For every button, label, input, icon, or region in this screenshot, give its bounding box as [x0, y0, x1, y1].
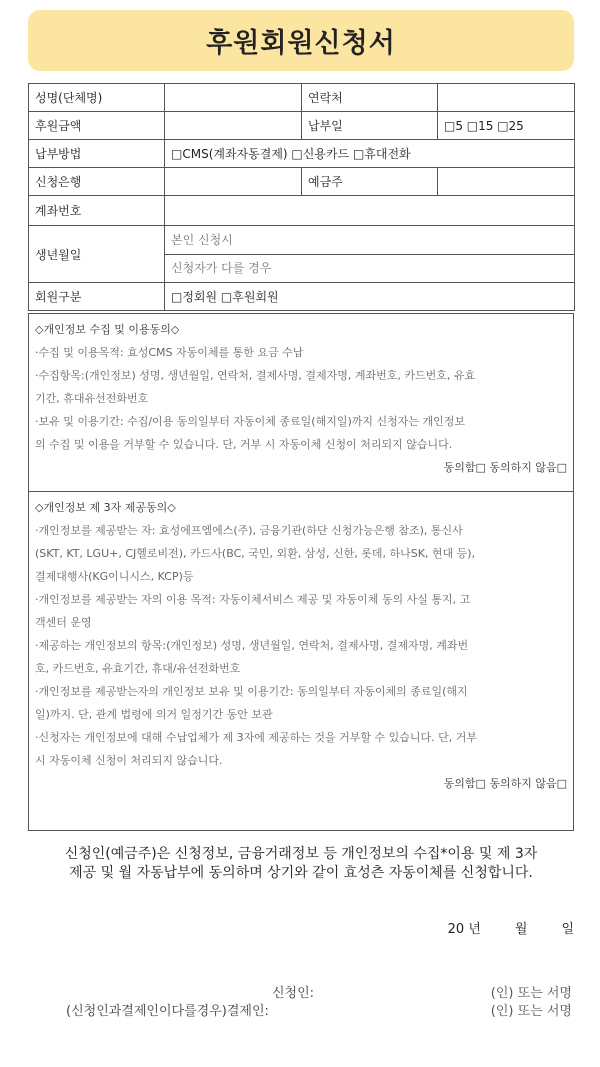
name-field[interactable]	[165, 84, 302, 112]
member-label: 회원구분	[29, 283, 165, 311]
privacy1-line: ·보유 및 이용기간: 수집/이용 동의일부터 자동이체 종료일(해지일)까지 신청자는 개인정보	[35, 415, 465, 428]
declaration-line: 신청인(예금주)은 신청정보, 금융거래정보 등 개인정보의 수집*이용 및 제 3자	[64, 846, 538, 862]
row-method	[29, 140, 575, 168]
date-month[interactable]: 월	[514, 922, 528, 937]
member-options[interactable]: □정회원 □후원회원	[165, 283, 575, 311]
privacy1-line: 의 수집 및 이용을 거부할 수 있습니다. 단, 거부 시 자동이체 신청이 처리되지 않습니다.	[35, 438, 453, 451]
page-title: 후원회원신청서	[206, 28, 396, 59]
privacy1-line: 기간, 휴대유선전화번호	[35, 392, 149, 405]
bank-field[interactable]	[165, 168, 302, 196]
privacy2-line: ·신청자는 개인정보에 대해 수납업체가 제 3자에 제공하는 것을 거부할 수 있습니다. 단, 거부	[35, 731, 477, 744]
account-label: 계좌번호	[29, 196, 165, 226]
privacy2-line: ·개인정보를 제공받는 자의 이용 목적: 자동이체서비스 제공 및 자동이체 동의 사실 통지, 고	[35, 593, 471, 606]
application-form-table	[28, 83, 575, 311]
privacy-thirdparty-section	[28, 491, 574, 831]
privacy1-line: ·수집항목:(개인정보) 성명, 생년월일, 연락처, 결제사명, 결제자명, 계좌번호, 카드번호, 유효	[35, 369, 476, 382]
privacy1-agree-checkboxes[interactable]: 동의함□ 동의하지 않음□	[443, 461, 567, 474]
payer-label: (신청인과결제인이다를경우)결제인:	[66, 1004, 269, 1019]
row-member	[29, 283, 575, 311]
row-bank	[29, 168, 575, 196]
date-year[interactable]: 20 년	[447, 922, 481, 937]
payday-label: 납부일	[302, 112, 438, 140]
privacy2-title: ◇개인정보 제 3자 제공동의◇	[35, 501, 176, 514]
holder-label: 예금주	[302, 168, 438, 196]
contact-label: 연락처	[302, 84, 438, 112]
row-account	[29, 196, 575, 226]
declaration-line: 제공 및 월 자동납부에 동의하며 상기와 같이 효성츤 자동이체를 신청합니다.	[69, 865, 533, 881]
privacy2-line: 일)까지. 단, 관계 법령에 의거 일정기간 동안 보관	[35, 708, 273, 721]
privacy2-agree-checkboxes[interactable]: 동의함□ 동의하지 않음□	[443, 777, 567, 790]
contact-field[interactable]	[438, 84, 575, 112]
privacy1-title: ◇개인정보 수집 및 이용동의◇	[35, 323, 180, 336]
birth-self-text: 본인 신청시	[165, 227, 574, 255]
method-label: 납부방법	[29, 140, 165, 168]
privacy-collection-section	[28, 313, 574, 492]
privacy2-line: 객센터 운영	[35, 616, 92, 629]
privacy2-line: 결제대행사(KG이니시스, KCP)등	[35, 570, 194, 583]
account-field[interactable]	[165, 196, 575, 226]
birth-label: 생년월일	[29, 226, 165, 283]
date-day[interactable]: 일	[561, 922, 574, 937]
payer-seal[interactable]: (인) 또는 서명	[490, 1004, 572, 1019]
privacy1-line: ·수집 및 이용목적: 효성CMS 자동이체를 통한 요금 수납	[35, 346, 304, 359]
applicant-label: 신청인:	[272, 986, 315, 1001]
birth-field[interactable]	[165, 226, 575, 283]
amount-label: 후원금액	[29, 112, 165, 140]
privacy2-line: (SKT, KT, LGU+, CJ헬로비전), 카드사(BC, 국민, 외환, 삼성, 신한, 롯데, 하나SK, 현대 등),	[35, 547, 476, 560]
row-birth	[29, 226, 575, 283]
privacy2-line: 시 자동이체 신청이 처리되지 않습니다.	[35, 754, 223, 767]
applicant-seal[interactable]: (인) 또는 서명	[490, 986, 572, 1001]
privacy2-line: ·제공하는 개인정보의 항목:(개인정보) 성명, 생년월일, 연락처, 결제사명, 결제자명, 계좌번	[35, 639, 469, 652]
row-amount	[29, 112, 575, 140]
date-line	[400, 918, 574, 937]
row-name	[29, 84, 575, 112]
privacy2-line: ·개인정보를 제공받는자의 개인정보 보유 및 이용기간: 동의일부터 자동이체의 종료일(해지	[35, 685, 468, 698]
bank-label: 신청은행	[29, 168, 165, 196]
method-options[interactable]: □CMS(계좌자동결제) □신용카드 □휴대전화	[165, 140, 575, 168]
holder-field[interactable]	[438, 168, 575, 196]
declaration-text	[28, 845, 574, 883]
amount-field[interactable]	[165, 112, 302, 140]
payday-options[interactable]: □5 □15 □25	[438, 112, 575, 140]
name-label: 성명(단체명)	[29, 84, 165, 112]
title-banner	[28, 10, 574, 71]
birth-other-text: 신청자가 다를 경우	[171, 260, 272, 275]
privacy2-line: ·개인정보를 제공받는 자: 효성에프엠에스(주), 금융기관(하단 신청가능은행 참조), 통신사	[35, 524, 463, 537]
privacy2-line: 호, 카드번호, 유효기간, 휴대/유선전화번호	[35, 662, 241, 675]
